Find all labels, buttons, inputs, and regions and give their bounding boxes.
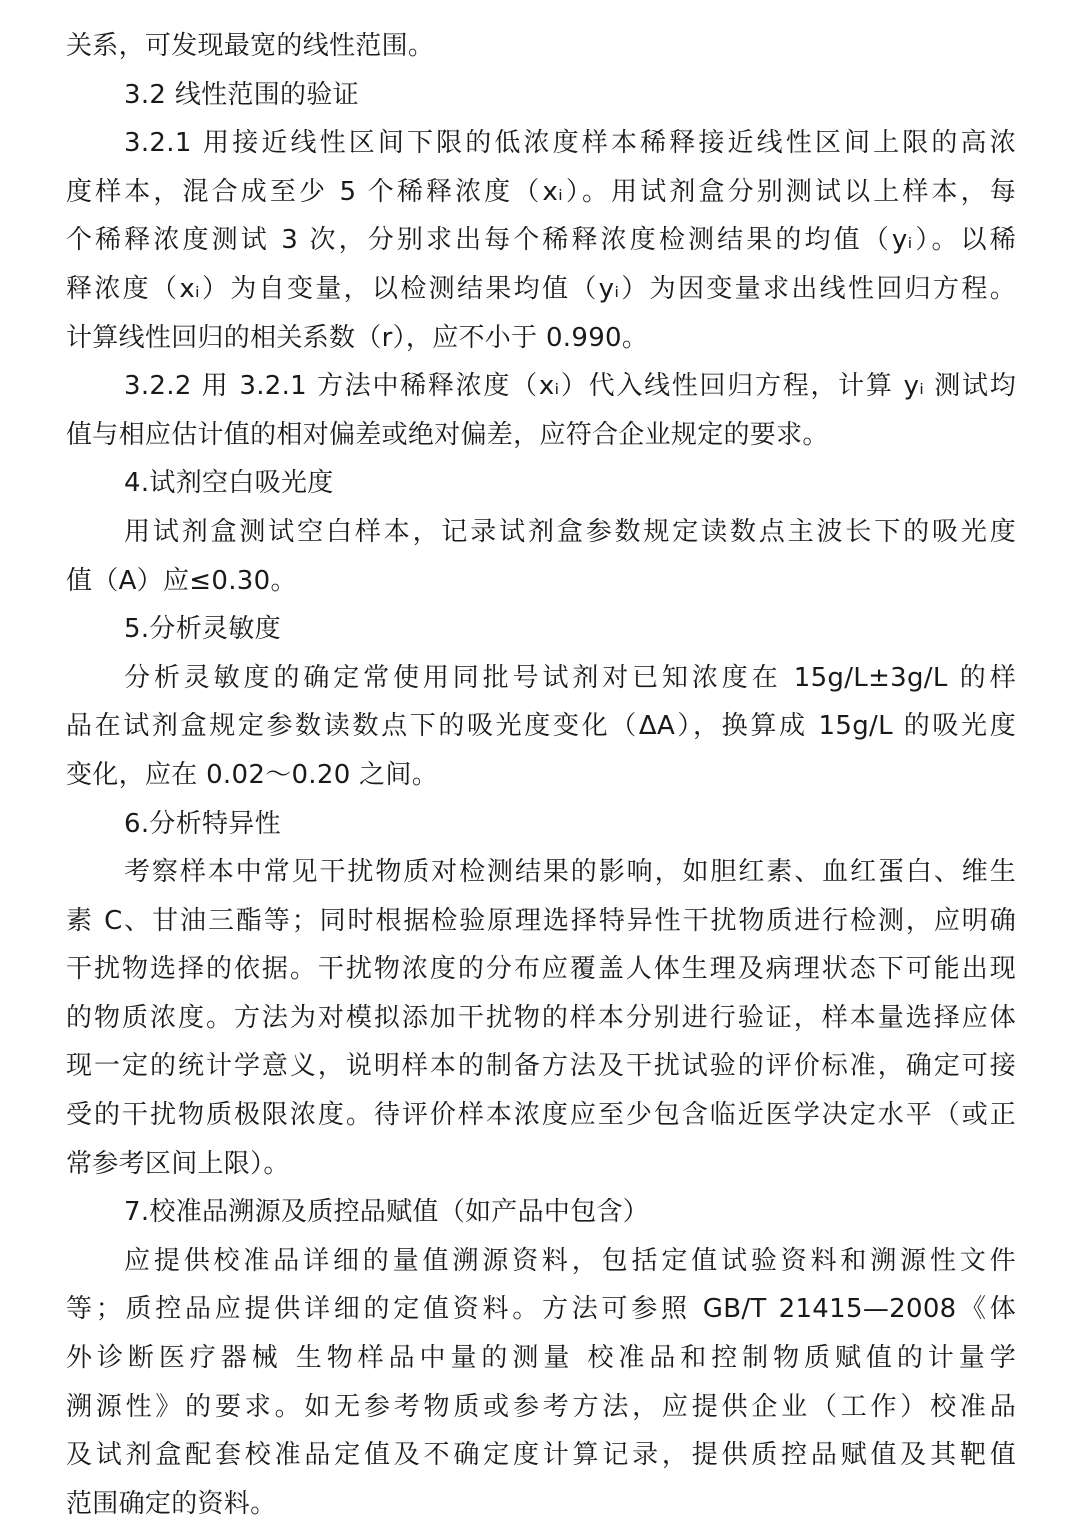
text-line: 素 C、甘油三酯等；同时根据检验原理选择特异性干扰物质进行检测，应明确	[66, 905, 1016, 936]
text-line: 6.分析特异性	[124, 808, 281, 839]
text-line: 5.分析灵敏度	[124, 614, 281, 645]
text-line: 度样本，混合成至少 5 个稀释浓度（xᵢ）。用试剂盒分别测试以上样本，每	[66, 176, 1016, 207]
text-line: 3.2 线性范围的验证	[124, 79, 359, 110]
text-line: 现一定的统计学意义，说明样本的制备方法及干扰试验的评价标准，确定可接	[66, 1051, 1016, 1082]
text-line: 考察样本中常见干扰物质对检测结果的影响，如胆红素、血红蛋白、维生	[124, 857, 1016, 888]
text-line: 受的干扰物质极限浓度。待评价样本浓度应至少包含临近医学决定水平（或正	[66, 1100, 1016, 1131]
text-lines	[66, 22, 1016, 1528]
text-line: 分析灵敏度的确定常使用同批号试剂对已知浓度在 15g/L±3g/L 的样	[124, 662, 1016, 693]
text-line: 等；质控品应提供详细的定值资料。方法可参照 GB/T 21415—2008《体	[66, 1294, 1016, 1325]
text-line: 4.试剂空白吸光度	[124, 468, 334, 499]
text-line: 用试剂盒测试空白样本，记录试剂盒参数规定读数点主波长下的吸光度	[124, 516, 1016, 547]
text-line: 值（A）应≤0.30。	[66, 565, 297, 596]
text-line: 3.2.1 用接近线性区间下限的低浓度样本稀释接近线性区间上限的高浓	[124, 128, 1016, 159]
text-line: 应提供校准品详细的量值溯源资料，包括定值试验资料和溯源性文件	[124, 1245, 1016, 1276]
text-line: 7.校准品溯源及质控品赋值（如产品中包含）	[124, 1197, 650, 1228]
text-line: 释浓度（xᵢ）为自变量，以检测结果均值（yᵢ）为因变量求出线性回归方程。	[66, 273, 1016, 304]
text-line: 值与相应估计值的相对偏差或绝对偏差，应符合企业规定的要求。	[66, 419, 829, 450]
text-line: 外诊断医疗器械 生物样品中量的测量 校准品和控制物质赋值的计量学	[66, 1343, 1016, 1374]
text-line: 变化，应在 0.02～0.20 之间。	[66, 759, 439, 790]
text-line: 范围确定的资料。	[66, 1488, 277, 1519]
text-line: 计算线性回归的相关系数（r），应不小于 0.990。	[66, 322, 649, 353]
text-line: 关系，可发现最宽的线性范围。	[66, 31, 435, 61]
text-line: 的物质浓度。方法为对模拟添加干扰物的样本分别进行验证，样本量选择应体	[66, 1002, 1016, 1033]
text-line: 常参考区间上限）。	[66, 1148, 290, 1179]
text-line: 个稀释浓度测试 3 次，分别求出每个稀释浓度检测结果的均值（yᵢ）。以稀	[66, 225, 1016, 256]
text-line: 3.2.2 用 3.2.1 方法中稀释浓度（xᵢ）代入线性回归方程，计算 yᵢ 测试均	[124, 371, 1016, 402]
text-line: 干扰物选择的依据。干扰物浓度的分布应覆盖人体生理及病理状态下可能出现	[66, 954, 1016, 985]
text-line: 及试剂盒配套校准品定值及不确定度计算记录，提供质控品赋值及其靶值	[66, 1440, 1016, 1471]
text-line: 溯源性》的要求。如无参考物质或参考方法，应提供企业（工作）校准品	[66, 1391, 1016, 1422]
document-body	[66, 22, 1016, 1528]
text-line: 品在试剂盒规定参数读数点下的吸光度变化（ΔA），换算成 15g/L 的吸光度	[66, 711, 1016, 742]
